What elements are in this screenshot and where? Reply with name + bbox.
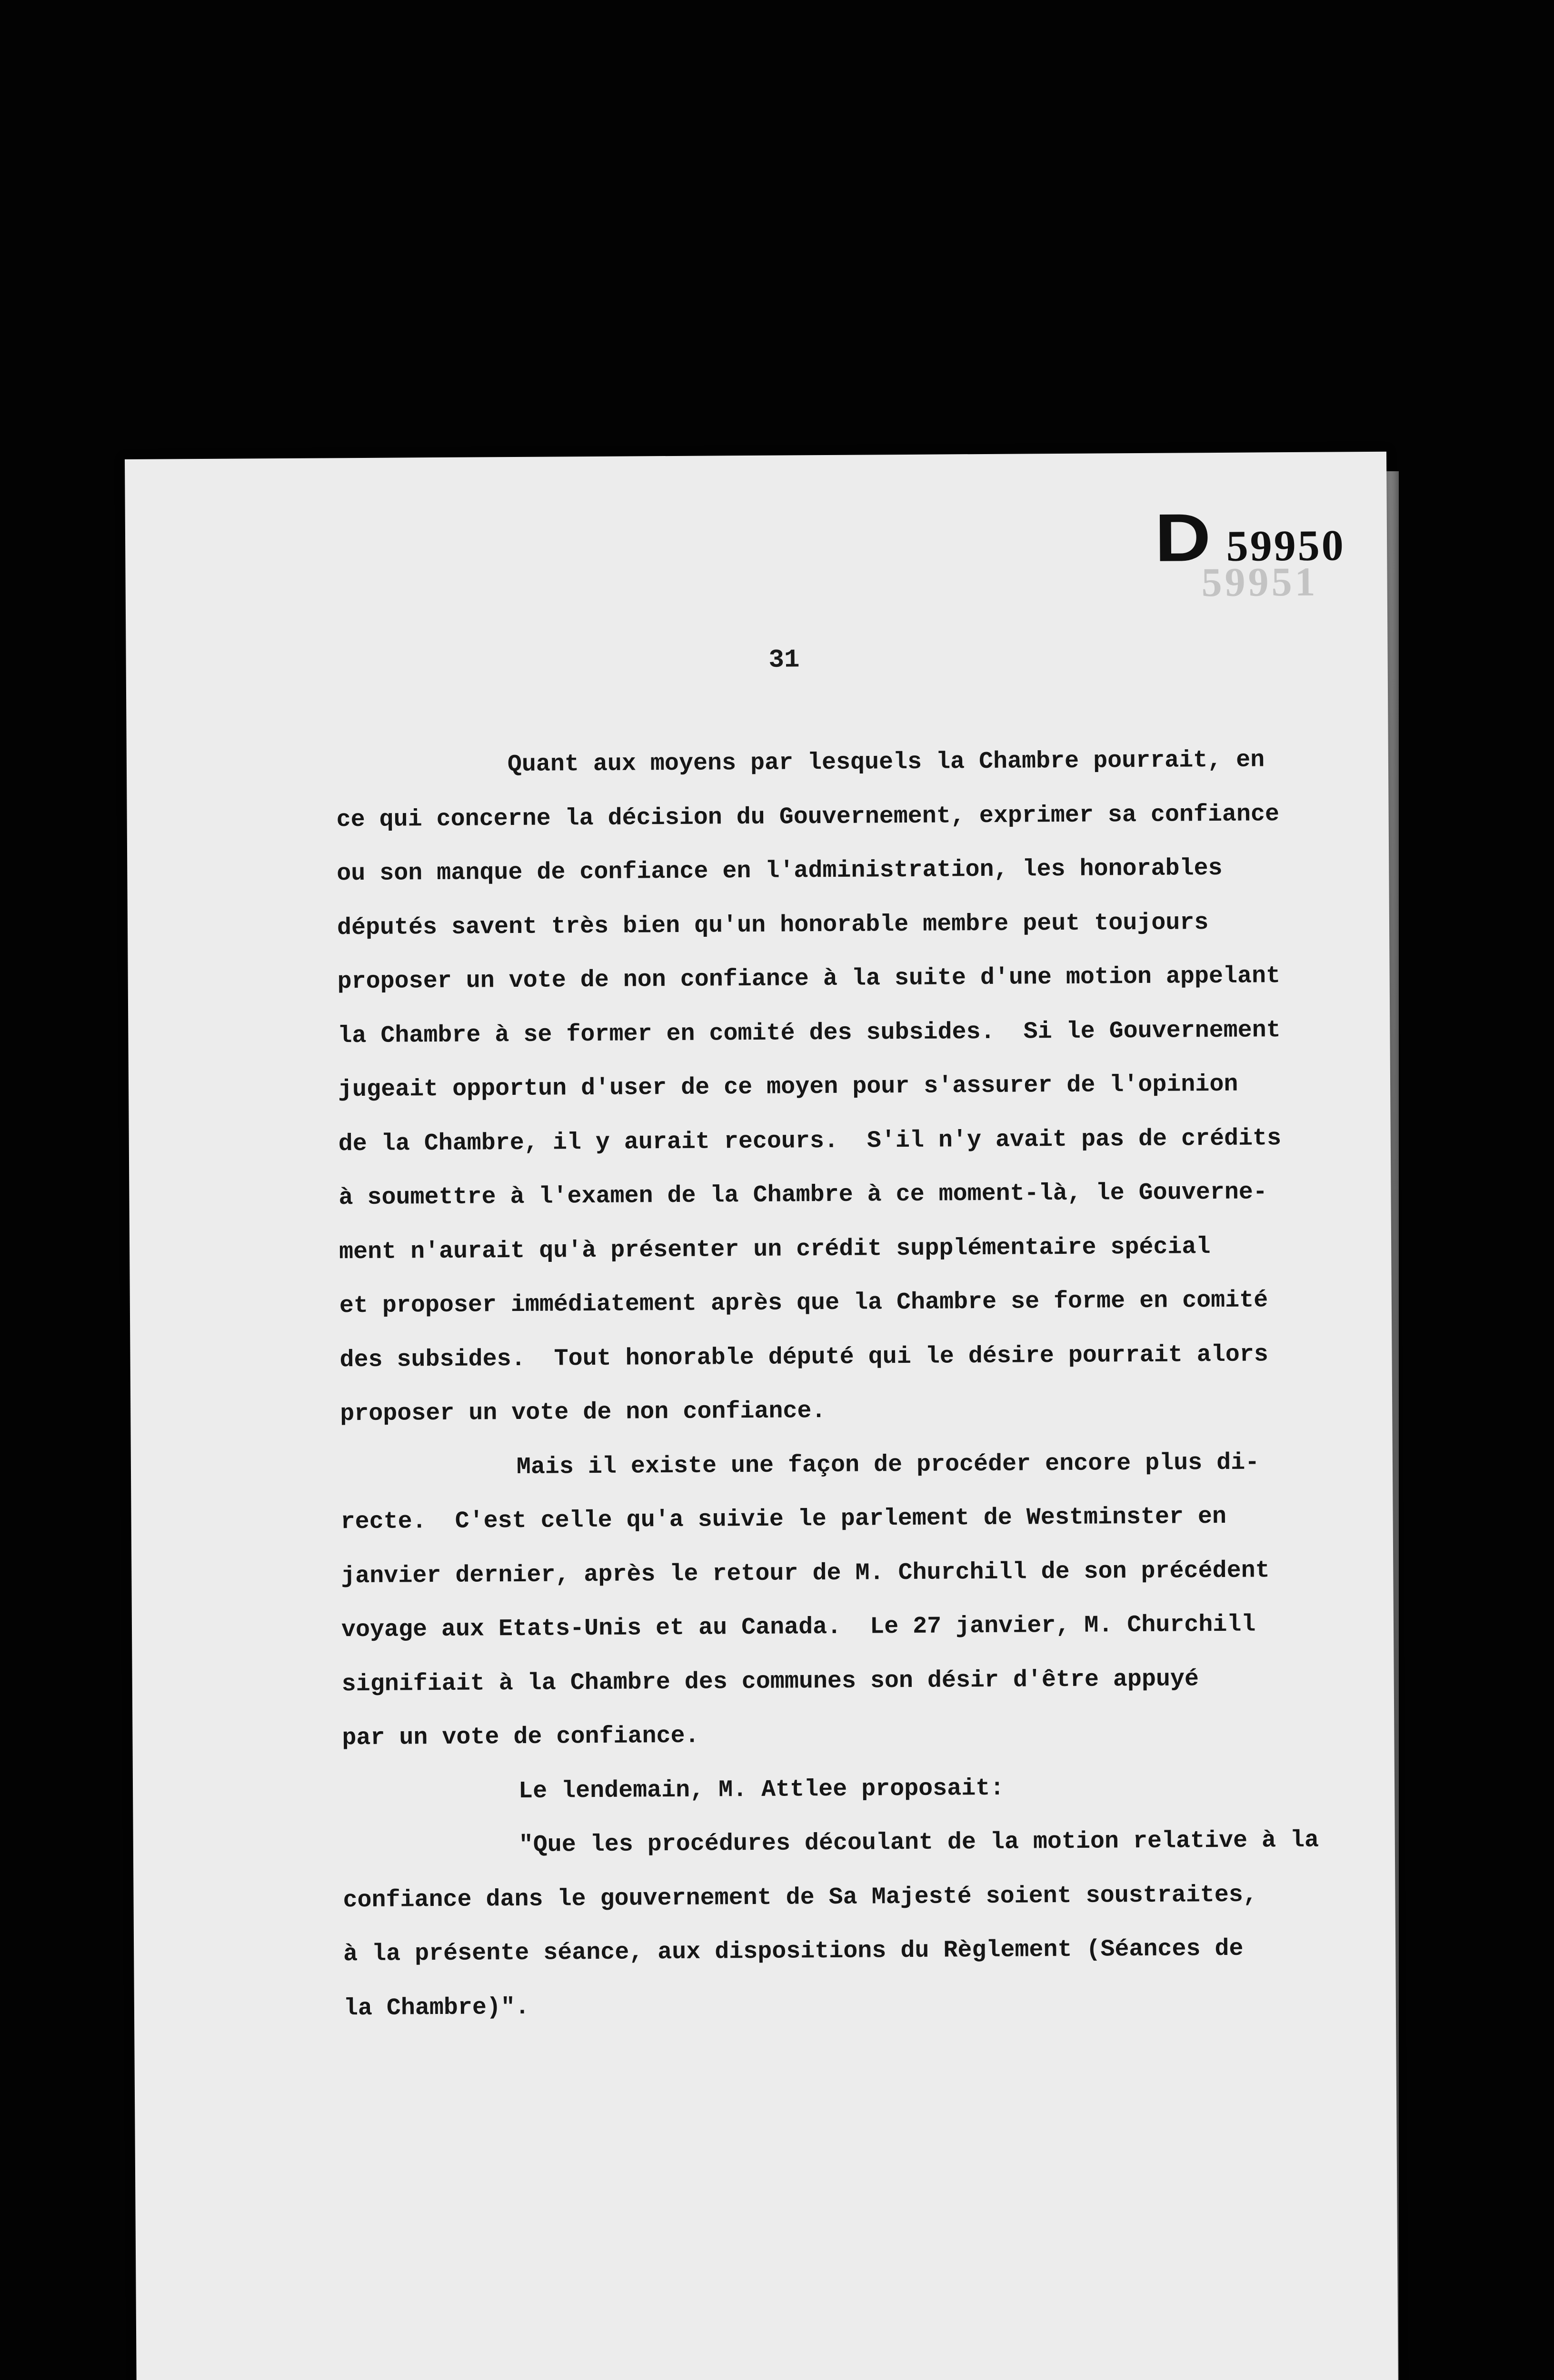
text-line: de la Chambre, il y aurait recours. S'il n'y avait pas de crédits	[338, 1124, 1282, 1158]
bleed-through-number: 59951	[1201, 558, 1318, 605]
text-line: "Que les procédures découlant de la motion relative à la	[518, 1826, 1319, 1859]
text-line: députés savent très bien qu'un honorable membre peut toujours	[337, 909, 1209, 942]
text-line: la Chambre à se former en comité des subsides. Si le Gouvernement	[338, 1016, 1281, 1050]
text-line: et proposer immédiatement après que la Chambre se forme en comité	[339, 1287, 1268, 1320]
text-line: Le lendemain, M. Attlee proposait:	[518, 1775, 1005, 1805]
text-line: confiance dans le gouvernement de Sa Majesté soient soustraites,	[343, 1881, 1257, 1914]
text-line: des subsides. Tout honorable député qui le désire pourrait alors	[339, 1340, 1269, 1374]
text-line: ment n'aurait qu'à présenter un crédit supplémentaire spécial	[339, 1233, 1211, 1266]
text-line: la Chambre)".	[343, 1993, 530, 2022]
paragraph-4-quotation	[342, 1813, 1410, 2036]
document-page	[125, 452, 1399, 2380]
paragraph-1	[336, 733, 1407, 1441]
text-line: recte. C'est celle qu'a suivie le parlement de Westminster en	[340, 1503, 1227, 1536]
page-number: 31	[768, 645, 800, 675]
text-line: janvier dernier, après le retour de M. Churchill de son précédent	[341, 1557, 1270, 1590]
text-line: à la présente séance, aux dispositions du Règlement (Séances de	[343, 1935, 1244, 1968]
text-line: Mais il existe une façon de procéder encore plus di-	[516, 1448, 1260, 1481]
text-line: Quant aux moyens par lesquels la Chambre pourrait, en	[507, 746, 1265, 779]
text-line: ce qui concerne la décision du Gouvernement, exprimer sa confiance	[336, 800, 1280, 833]
document-stamp-digits: 59950	[1226, 521, 1346, 570]
text-line: à soumettre à l'examen de la Chambre à ce moment-là, le Gouverne-	[339, 1179, 1267, 1212]
text-line: proposer un vote de non confiance à la suite d'une motion appelant	[337, 962, 1281, 996]
paragraph-2	[340, 1435, 1409, 1765]
text-line: jugeait opportun d'user de ce moyen pour s'assurer de l'opinion	[338, 1071, 1238, 1104]
paragraph-3	[342, 1759, 1409, 1819]
body-text	[336, 733, 1411, 2036]
text-line: signifiait à la Chambre des communes son désir d'être appuyé	[341, 1665, 1199, 1698]
text-line: proposer un vote de non confiance.	[340, 1398, 826, 1428]
text-line: ou son manque de confiance en l'administration, les honorables	[337, 854, 1223, 888]
text-line: voyage aux Etats-Unis et au Canada. Le 27 janvier, M. Churchill	[341, 1611, 1256, 1644]
document-stamp-letter: D	[1154, 500, 1211, 576]
text-line: par un vote de confiance.	[342, 1722, 699, 1752]
